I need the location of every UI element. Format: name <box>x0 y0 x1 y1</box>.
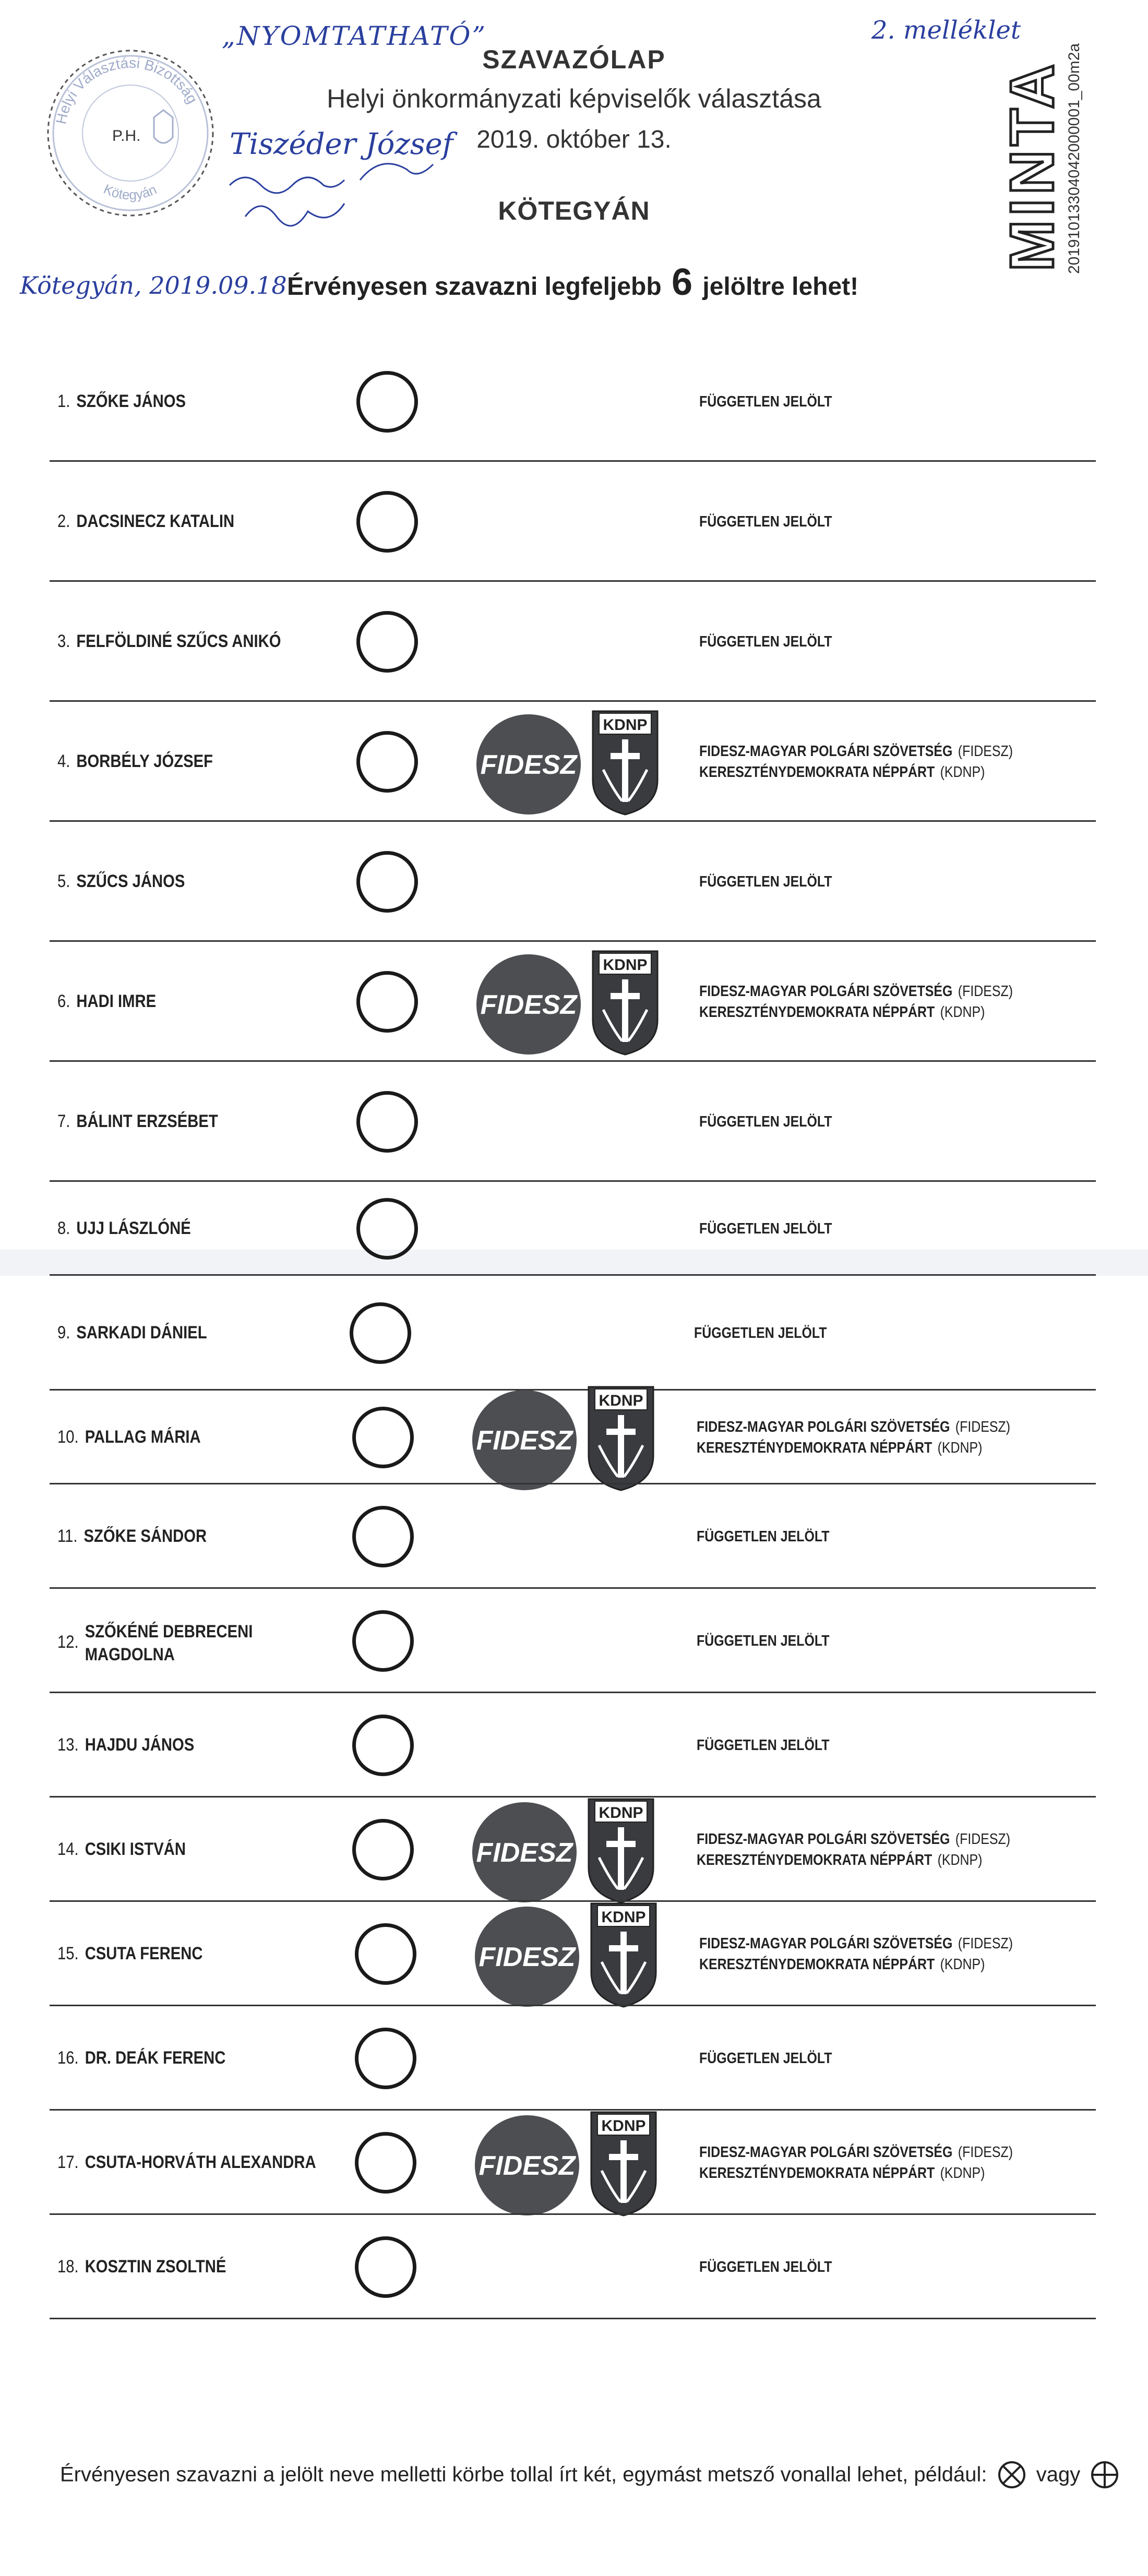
party-line <box>699 2048 832 2069</box>
candidate-name-text: SZŐKE SÁNDOR <box>83 1526 207 1546</box>
party-name: KERESZTÉNYDEMOKRATA NÉPPÁRT <box>699 1004 935 1021</box>
ballot-code: 20191013304042000001_00m2a <box>1066 43 1083 274</box>
party-affiliation <box>699 2048 832 2069</box>
candidate-name <box>57 2152 316 2173</box>
candidate-name-text: DR. DEÁK FERENC <box>85 2048 226 2068</box>
candidate-name-text: HADI IMRE <box>76 991 157 1011</box>
footer-instruction <box>60 2460 1123 2489</box>
footer-text: Érvényesen szavazni a jelölt neve melletti körbe tollal írt két, egymást metsző vonallal lehet, például: <box>60 2463 987 2486</box>
party-abbreviation: (KDNP) <box>940 764 985 781</box>
candidate-name <box>57 1111 218 1132</box>
fidesz-logo-text: FIDESZ <box>476 1838 573 1868</box>
candidate-number: 9. <box>57 1323 70 1343</box>
candidate-row <box>0 822 1148 942</box>
candidate-name-text: KOSZTIN ZSOLTNÉ <box>85 2257 226 2277</box>
candidate-number: 14. <box>57 1839 79 1859</box>
stamp-center-text: P.H. <box>112 127 141 145</box>
party-name: FIDESZ-MAGYAR POLGÁRI SZÖVETSÉG <box>699 2144 953 2161</box>
party-line <box>699 762 1013 783</box>
candidate-name <box>57 1620 253 1666</box>
candidate-number: 13. <box>57 1735 79 1755</box>
candidate-row <box>0 2215 1148 2319</box>
kdnp-logo-text: KDNP <box>603 716 648 734</box>
candidate-number: 18. <box>57 2257 79 2277</box>
candidate-row <box>0 2006 1148 2111</box>
candidate-name <box>57 2048 225 2068</box>
vote-limit-instruction <box>287 261 858 304</box>
candidate-row <box>0 1062 1148 1182</box>
ballot-subtitle: Helyi önkormányzati képviselők választása <box>327 84 821 113</box>
election-date: 2019. október 13. <box>476 126 672 153</box>
candidate-number: 8. <box>57 1218 70 1238</box>
candidate-number: 17. <box>57 2152 79 2172</box>
party-line <box>697 1850 1010 1871</box>
party-line <box>699 631 832 652</box>
candidate-row <box>0 2111 1148 2215</box>
party-abbreviation: (FIDESZ) <box>955 1419 1011 1435</box>
party-abbreviation: (FIDESZ) <box>958 2144 1013 2161</box>
stamp-bottom-text: Kötegyán <box>101 181 159 203</box>
candidate-name <box>57 1944 202 1964</box>
candidate-row <box>0 462 1148 582</box>
party-affiliation <box>699 1218 832 1239</box>
party-name: FIDESZ-MAGYAR POLGÁRI SZÖVETSÉG <box>697 1831 950 1848</box>
footer-or: vagy <box>1036 2463 1081 2486</box>
candidate-name-line: SZŐKÉNÉ DEBRECENI <box>85 1622 253 1642</box>
candidate-row <box>0 1391 1148 1484</box>
candidate-number: 3. <box>57 631 70 651</box>
candidate-name <box>57 391 186 412</box>
party-affiliation <box>699 1933 1013 1975</box>
vote-circle[interactable] <box>352 1610 414 1672</box>
plus-mark-example-icon <box>1090 2460 1119 2489</box>
official-stamp <box>44 29 217 237</box>
candidate-name <box>57 1218 191 1239</box>
party-name: FÜGGETLEN JELÖLT <box>697 1633 830 1649</box>
candidate-number: 5. <box>57 871 70 891</box>
candidate-name-text: CSUTA-HORVÁTH ALEXANDRA <box>85 2152 316 2172</box>
party-line <box>697 1526 829 1547</box>
party-abbreviation: (FIDESZ) <box>958 743 1013 760</box>
fidesz-kdnp-logo <box>472 1899 665 2009</box>
candidate-row <box>0 1589 1148 1693</box>
party-name: FÜGGETLEN JELÖLT <box>699 1113 832 1130</box>
candidate-name <box>57 1323 207 1343</box>
candidate-row <box>0 582 1148 702</box>
minta-text: MINTA <box>998 60 1067 271</box>
vote-circle[interactable] <box>352 1715 414 1776</box>
candidate-row <box>0 1182 1148 1276</box>
party-line <box>697 1735 829 1756</box>
candidate-name-text: FELFÖLDINÉ SZŰCS ANIKÓ <box>76 631 281 651</box>
party-affiliation <box>699 2257 832 2278</box>
kdnp-logo-text: KDNP <box>599 1392 643 1409</box>
candidate-row <box>0 342 1148 462</box>
party-line <box>699 1933 1013 1954</box>
fidesz-logo-text: FIDESZ <box>480 990 577 1020</box>
party-line <box>699 511 832 532</box>
party-line <box>699 391 832 412</box>
municipality-name: KÖTEGYÁN <box>498 196 650 225</box>
vote-circle[interactable] <box>356 1198 418 1260</box>
candidate-name-text: HAJDU JÁNOS <box>85 1735 195 1755</box>
party-affiliation <box>699 391 832 412</box>
party-affiliation <box>694 1323 827 1344</box>
candidate-name-text: BÁLINT ERZSÉBET <box>76 1111 218 1131</box>
candidate-name-text: SZŰCS JÁNOS <box>76 871 185 891</box>
party-affiliation <box>699 631 832 652</box>
party-name: FÜGGETLEN JELÖLT <box>699 1220 832 1237</box>
candidate-name-line: MAGDOLNA <box>85 1645 175 1664</box>
party-abbreviation: (FIDESZ) <box>955 1831 1011 1848</box>
party-name: FIDESZ-MAGYAR POLGÁRI SZÖVETSÉG <box>699 1935 953 1952</box>
party-name: KERESZTÉNYDEMOKRATA NÉPPÁRT <box>697 1852 932 1868</box>
kdnp-logo-text: KDNP <box>599 1804 643 1822</box>
party-name: KERESZTÉNYDEMOKRATA NÉPPÁRT <box>699 2165 935 2182</box>
vote-circle[interactable] <box>355 1923 416 1985</box>
party-name: FÜGGETLEN JELÖLT <box>699 633 832 650</box>
party-line <box>699 1954 1013 1975</box>
party-line <box>699 2163 1013 2184</box>
candidate-row <box>0 1276 1148 1391</box>
kdnp-logo-text: KDNP <box>601 2117 646 2135</box>
party-abbreviation: (KDNP) <box>940 2165 985 2182</box>
party-name: FIDESZ-MAGYAR POLGÁRI SZÖVETSÉG <box>699 983 953 1000</box>
candidate-name-text: CSIKI ISTVÁN <box>85 1839 186 1859</box>
vote-circle[interactable] <box>352 1407 414 1468</box>
candidate-row <box>0 1798 1148 1902</box>
party-line <box>699 981 1013 1002</box>
candidate-number: 12. <box>57 1632 79 1652</box>
party-abbreviation: (KDNP) <box>937 1852 983 1868</box>
candidate-name <box>57 511 234 532</box>
party-affiliation <box>697 1631 829 1651</box>
fidesz-logo-text: FIDESZ <box>480 750 577 780</box>
vote-circle[interactable] <box>356 611 418 673</box>
vote-circle[interactable] <box>355 2028 416 2089</box>
party-abbreviation: (FIDESZ) <box>958 1935 1013 1952</box>
row-separator <box>50 2318 1096 2319</box>
instruction-post: jelöltre lehet! <box>702 273 859 301</box>
candidate-name <box>57 1526 207 1547</box>
party-name: FÜGGETLEN JELÖLT <box>699 393 832 410</box>
candidate-name-text: SZŐKE JÁNOS <box>76 391 186 411</box>
candidate-name-text: UJJ LÁSZLÓNÉ <box>76 1218 191 1238</box>
coat-of-arms-icon <box>154 110 173 143</box>
candidate-number: 1. <box>57 391 70 411</box>
party-abbreviation: (KDNP) <box>940 1956 985 1973</box>
party-line <box>694 1323 827 1344</box>
party-name: FÜGGETLEN JELÖLT <box>699 2050 832 2067</box>
party-name: FÜGGETLEN JELÖLT <box>697 1528 830 1545</box>
party-name: FÜGGETLEN JELÖLT <box>697 1737 830 1754</box>
party-affiliation <box>697 1829 1010 1871</box>
party-affiliation <box>699 1111 832 1132</box>
candidate-number: 4. <box>57 751 70 771</box>
party-name: FÜGGETLEN JELÖLT <box>694 1325 827 1341</box>
fidesz-logo-text: FIDESZ <box>476 1425 573 1456</box>
instruction-number: 6 <box>672 261 693 303</box>
party-line <box>699 1218 832 1239</box>
party-affiliation <box>699 741 1013 783</box>
kdnp-logo-text: KDNP <box>601 1909 646 1926</box>
party-name: FÜGGETLEN JELÖLT <box>699 513 832 530</box>
candidate-name-text: PALLAG MÁRIA <box>85 1427 201 1447</box>
candidate-name <box>57 1427 201 1447</box>
party-line <box>699 2257 832 2278</box>
instruction-pre: Érvényesen szavazni legfeljebb <box>287 273 662 301</box>
candidate-row <box>0 702 1148 822</box>
party-name: KERESZTÉNYDEMOKRATA NÉPPÁRT <box>699 764 935 781</box>
party-line <box>697 1829 1010 1850</box>
candidate-number: 15. <box>57 1944 79 1963</box>
vote-circle[interactable] <box>350 1302 411 1364</box>
party-line <box>697 1437 1010 1458</box>
candidate-name-text: DACSINECZ KATALIN <box>76 511 235 531</box>
vote-circle[interactable] <box>356 491 418 553</box>
fidesz-logo-text: FIDESZ <box>479 1942 576 1972</box>
vote-circle[interactable] <box>356 371 418 433</box>
party-name: KERESZTÉNYDEMOKRATA NÉPPÁRT <box>697 1440 932 1456</box>
stamp-top-text: Helyi Választási Bizottság <box>53 54 201 126</box>
candidate-number: 11. <box>57 1526 78 1546</box>
candidate-name <box>57 1839 186 1860</box>
party-affiliation <box>697 1417 1010 1458</box>
party-affiliation <box>697 1526 829 1547</box>
candidate-row <box>0 1693 1148 1798</box>
x-mark-example-icon <box>997 2460 1026 2489</box>
candidate-name-text: CSUTA FERENC <box>85 1944 203 1963</box>
party-line <box>699 871 832 892</box>
party-abbreviation: (KDNP) <box>940 1004 985 1021</box>
party-abbreviation: (KDNP) <box>937 1440 983 1456</box>
party-line <box>697 1417 1010 1437</box>
candidate-number: 2. <box>57 511 70 531</box>
fidesz-logo-text: FIDESZ <box>479 2151 576 2181</box>
candidate-name <box>57 751 213 772</box>
party-name: FIDESZ-MAGYAR POLGÁRI SZÖVETSÉG <box>699 743 953 760</box>
candidate-name <box>57 2257 226 2277</box>
party-abbreviation: (FIDESZ) <box>958 983 1013 1000</box>
candidate-name <box>57 631 281 652</box>
party-affiliation <box>699 2142 1013 2184</box>
party-line <box>697 1631 829 1651</box>
candidate-name <box>57 991 156 1012</box>
fidesz-kdnp-logo <box>470 1383 663 1492</box>
party-affiliation <box>699 981 1013 1023</box>
fidesz-kdnp-logo <box>474 707 667 817</box>
handwritten-city-date: Kötegyán, 2019.09.18. <box>20 271 295 299</box>
party-name: FÜGGETLEN JELÖLT <box>699 873 832 890</box>
candidate-number: 6. <box>57 991 70 1011</box>
svg-text:Kötegyán <box>101 181 159 203</box>
candidate-row <box>0 1484 1148 1589</box>
candidate-name-text: SARKADI DÁNIEL <box>76 1323 207 1343</box>
candidate-number: 10. <box>57 1427 79 1447</box>
party-name: FIDESZ-MAGYAR POLGÁRI SZÖVETSÉG <box>697 1419 950 1435</box>
candidate-row <box>0 942 1148 1062</box>
vote-circle[interactable] <box>352 1819 414 1880</box>
vote-circle[interactable] <box>356 731 418 793</box>
fidesz-kdnp-logo <box>472 2108 665 2218</box>
fidesz-kdnp-logo <box>474 947 667 1057</box>
candidate-row <box>0 1902 1148 2006</box>
party-line <box>699 2142 1013 2163</box>
party-affiliation <box>699 511 832 532</box>
party-affiliation <box>699 871 832 892</box>
candidate-name <box>57 871 185 892</box>
vote-circle[interactable] <box>356 1091 418 1153</box>
party-line <box>699 1002 1013 1023</box>
fidesz-kdnp-logo <box>470 1795 663 1904</box>
party-line <box>699 1111 832 1132</box>
party-line <box>699 741 1013 762</box>
kdnp-logo-text: KDNP <box>603 956 648 974</box>
vote-circle[interactable] <box>356 851 418 913</box>
candidate-name <box>57 1735 194 1755</box>
candidate-name-text: BORBÉLY JÓZSEF <box>76 751 213 771</box>
candidate-number: 16. <box>57 2048 79 2068</box>
svg-text:Tiszéder József: Tiszéder József <box>230 127 453 161</box>
party-name: FÜGGETLEN JELÖLT <box>699 2259 832 2275</box>
handwritten-printable-label: „NYOMTATHATÓ” <box>222 21 487 51</box>
ballot-title: SZAVAZÓLAP <box>482 45 666 74</box>
sample-watermark <box>991 37 1085 277</box>
party-affiliation <box>697 1735 829 1756</box>
handwritten-annex-note: 2. melléklet <box>871 16 1021 45</box>
party-name: KERESZTÉNYDEMOKRATA NÉPPÁRT <box>699 1956 935 1973</box>
vote-circle[interactable] <box>355 2132 416 2194</box>
vote-circle[interactable] <box>356 971 418 1033</box>
vote-circle[interactable] <box>352 1506 414 1567</box>
vote-circle[interactable] <box>355 2236 416 2298</box>
candidate-number: 7. <box>57 1111 70 1131</box>
